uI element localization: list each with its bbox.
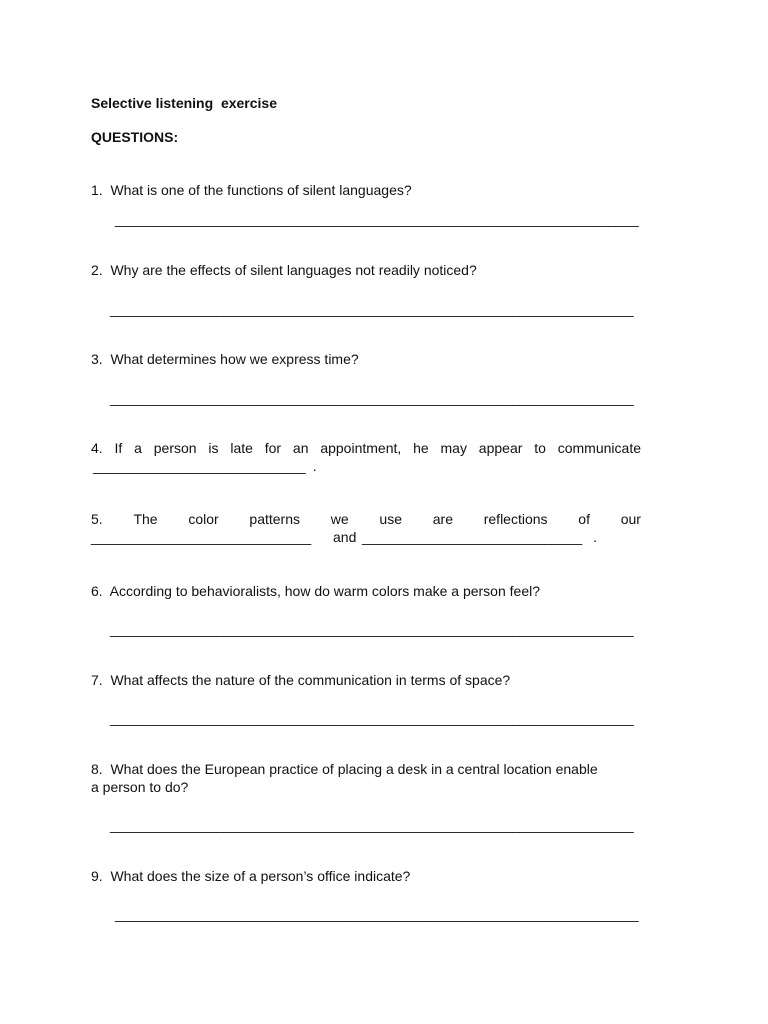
q4-word: communicate bbox=[557, 440, 641, 456]
q5-word: 5. bbox=[91, 511, 103, 527]
question-7: 7. What affects the nature of the communication in terms of space? bbox=[91, 672, 511, 688]
q4-word: may bbox=[440, 440, 467, 456]
questions-heading: QUESTIONS: bbox=[91, 129, 179, 145]
q5-word: of bbox=[578, 511, 590, 527]
q4-word: person bbox=[153, 440, 197, 456]
q5-word: The bbox=[133, 511, 158, 527]
q5-word: we bbox=[330, 511, 349, 527]
answer-line-2: _____________________________________________________________________ bbox=[110, 301, 634, 317]
q4-word: is bbox=[208, 440, 219, 456]
q5-word: our bbox=[620, 511, 641, 527]
q4-word: to bbox=[534, 440, 546, 456]
answer-line-1: _____________________________________________________________________ bbox=[115, 211, 639, 227]
question-2: 2. Why are the effects of silent languages not readily noticed? bbox=[91, 262, 477, 278]
q4-word: he bbox=[413, 440, 429, 456]
answer-line-6: _____________________________________________________________________ bbox=[110, 621, 634, 637]
q5-word: color bbox=[188, 511, 219, 527]
answer-line-7: _____________________________________________________________________ bbox=[110, 710, 634, 726]
q5-word: use bbox=[379, 511, 402, 527]
question-8-line-2: a person to do? bbox=[91, 779, 189, 795]
answer-line-5b: _____________________________ . bbox=[362, 529, 597, 545]
q5-word: patterns bbox=[249, 511, 301, 527]
question-9: 9. What does the size of a person’s office indicate? bbox=[91, 868, 411, 884]
question-6: 6. According to behavioralists, how do warm colors make a person feel? bbox=[91, 583, 541, 599]
q4-word: 4. bbox=[91, 440, 103, 456]
question-3: 3. What determines how we express time? bbox=[91, 351, 359, 367]
question-5 bbox=[91, 510, 641, 528]
q4-word: appointment, bbox=[320, 440, 402, 456]
question-1: 1. What is one of the functions of silent languages? bbox=[91, 182, 412, 198]
q5-word: reflections bbox=[483, 511, 548, 527]
answer-line-3: _____________________________________________________________________ bbox=[110, 390, 634, 406]
q4-word: appear bbox=[478, 440, 523, 456]
q5-word: are bbox=[432, 511, 453, 527]
worksheet-title: Selective listening exercise bbox=[91, 95, 277, 111]
answer-line-9: _____________________________________________________________________ bbox=[115, 906, 639, 922]
q4-word: for bbox=[264, 440, 282, 456]
question-8-line-1: 8. What does the European practice of placing a desk in a central location enable bbox=[91, 761, 598, 777]
answer-line-8: _____________________________________________________________________ bbox=[110, 817, 634, 833]
answer-line-4: ____________________________ . bbox=[93, 458, 317, 474]
q4-word: a bbox=[134, 440, 142, 456]
q4-word: late bbox=[230, 440, 253, 456]
answer-line-5a: _____________________________ bbox=[91, 529, 311, 545]
q4-word: an bbox=[292, 440, 309, 456]
q4-word: If bbox=[114, 440, 123, 456]
question-4 bbox=[91, 439, 641, 457]
q5-connector: and bbox=[333, 529, 357, 545]
